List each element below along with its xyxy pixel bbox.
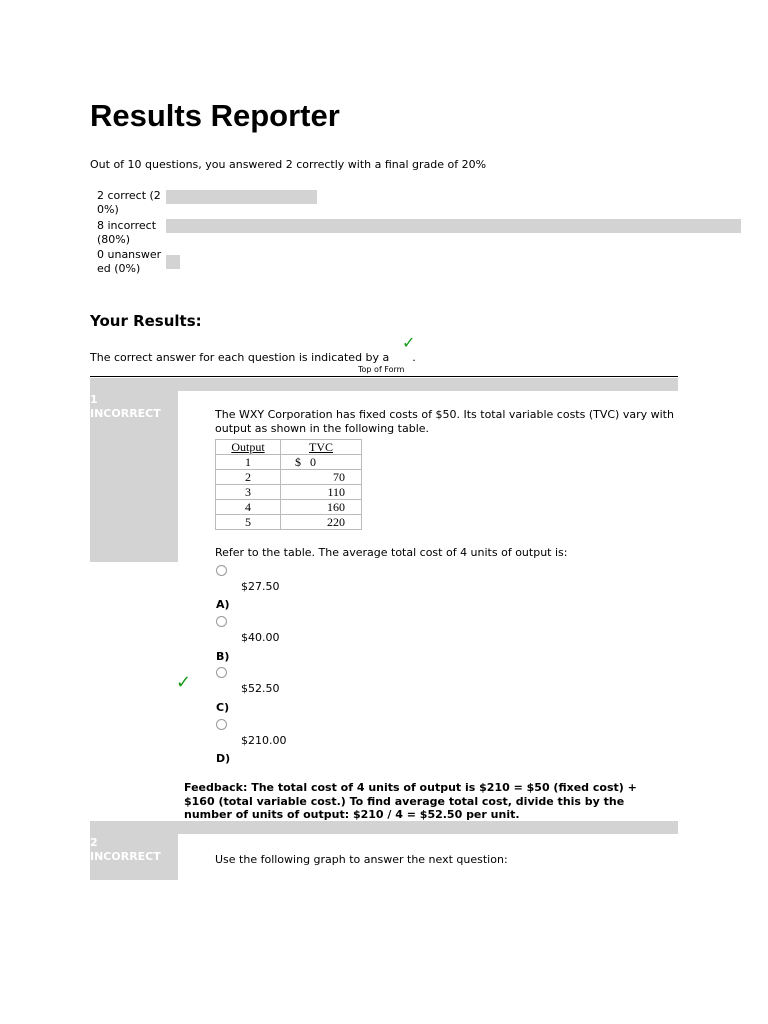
option-d-radio[interactable] — [216, 719, 227, 730]
table-cell: 70 — [281, 470, 362, 485]
table-row — [216, 500, 362, 515]
question-2-header-band — [90, 821, 678, 834]
divider — [90, 376, 678, 377]
option-a-radio[interactable] — [216, 565, 227, 576]
option-d-value: $210.00 — [241, 734, 287, 747]
question-1-status-panel — [90, 391, 178, 562]
option-b-letter: B) — [216, 650, 230, 663]
correct-stat-label: 2 correct (20%) — [97, 189, 161, 216]
option-c-letter: C) — [216, 701, 230, 714]
your-results-heading: Your Results: — [90, 312, 202, 330]
question-1-header-band — [90, 378, 678, 391]
table-header-row — [216, 440, 362, 455]
question-1-status: INCORRECT — [90, 407, 161, 420]
question-2-status: INCORRECT — [90, 850, 161, 863]
top-of-form-label: Top of Form — [358, 365, 405, 374]
unanswered-stat-label: 0 unanswered (0%) — [97, 248, 162, 275]
correct-bar — [166, 190, 317, 204]
table-row — [216, 485, 362, 500]
incorrect-stat-label: 8 incorrect (80%) — [97, 219, 157, 246]
correct-answer-check-icon: ✓ — [176, 672, 192, 693]
option-a-value: $27.50 — [241, 580, 280, 593]
table-cell: 5 — [216, 515, 281, 530]
table-cell: 3 — [216, 485, 281, 500]
legend-end: . — [412, 351, 416, 364]
table-header-output: Output — [216, 440, 281, 455]
legend-text — [90, 351, 416, 364]
option-d-letter: D) — [216, 752, 231, 765]
question-2-status-panel — [90, 834, 178, 880]
table-row — [216, 455, 362, 470]
option-b-radio[interactable] — [216, 616, 227, 627]
question-1-prompt: Refer to the table. The average total cost of 4 units of output is: — [215, 546, 568, 559]
question-1-number: 1 — [90, 393, 98, 406]
question-2-intro: Use the following graph to answer the next question: — [215, 853, 508, 866]
tvc-table — [215, 439, 362, 530]
unanswered-bar — [166, 255, 180, 269]
option-b-value: $40.00 — [241, 631, 280, 644]
option-c-radio[interactable] — [216, 667, 227, 678]
table-cell: $ 0 — [281, 455, 362, 470]
table-row — [216, 470, 362, 485]
question-2-number: 2 — [90, 836, 98, 849]
table-cell: 220 — [281, 515, 362, 530]
question-1-intro: The WXY Corporation has fixed costs of $50. Its total variable costs (TVC) vary with output as shown in the following table. — [215, 408, 674, 435]
tvc-table-wrapper — [215, 439, 362, 530]
score-summary: Out of 10 questions, you answered 2 correctly with a final grade of 20% — [90, 158, 487, 171]
table-cell: 4 — [216, 500, 281, 515]
legend-check-icon: ✓ — [402, 333, 416, 352]
table-cell: 2 — [216, 470, 281, 485]
table-cell: 160 — [281, 500, 362, 515]
table-row — [216, 515, 362, 530]
incorrect-bar — [166, 219, 741, 233]
legend-label: The correct answer for each question is indicated by a — [90, 351, 390, 364]
option-c-value: $52.50 — [241, 682, 280, 695]
page-title: Results Reporter — [90, 98, 340, 133]
table-cell: 1 — [216, 455, 281, 470]
question-1-feedback: Feedback: The total cost of 4 units of output is $210 = $50 (fixed cost) + $160 (total variable cost.) To find average total cost, divide this by the number of units of output: $210 / 4 = $52.50 per unit. — [184, 781, 637, 821]
table-header-tvc: TVC — [281, 440, 362, 455]
option-a-letter: A) — [216, 598, 230, 611]
table-cell: 110 — [281, 485, 362, 500]
